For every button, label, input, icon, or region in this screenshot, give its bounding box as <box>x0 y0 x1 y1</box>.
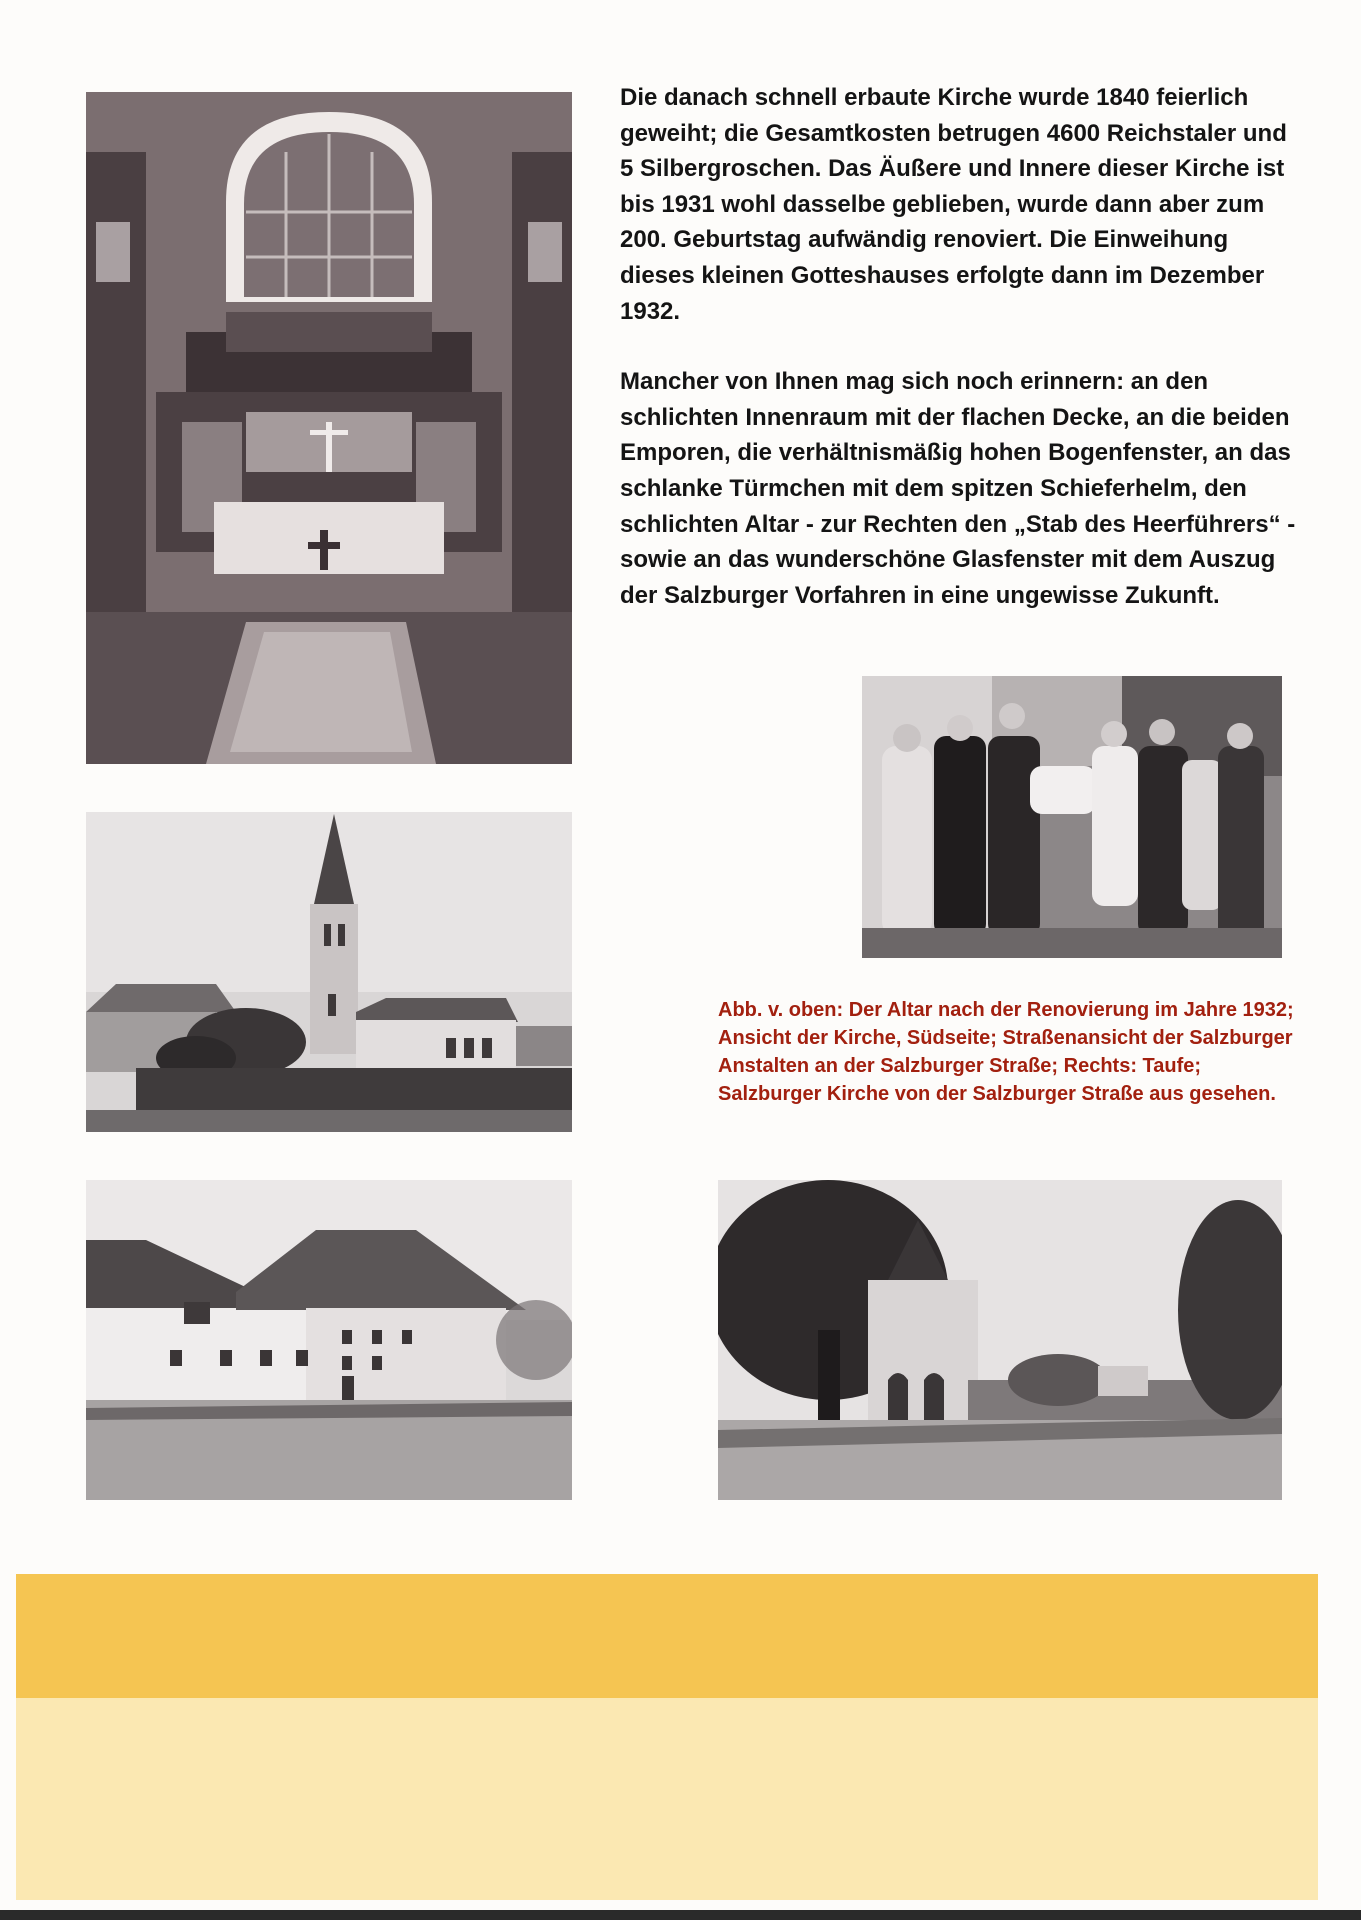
article-body <box>620 80 1300 613</box>
decorative-band-bottom <box>16 1698 1318 1900</box>
article-paragraph-1: Die danach schnell erbaute Kirche wurde 1840 feierlich geweiht; die Gesamtkosten betrugen 4600 Reichstaler und 5 Silbergroschen. Das Äußere und Innere dieser Kirche ist bis 1931 wohl dasselbe geblieben, wurde dann aber zum 200. Geburtstag aufwändig renoviert. Die Einweihung dieses kleinen Gotteshauses erfolgte dann im Dezember 1932. <box>620 84 1287 325</box>
article-paragraph-2: Mancher von Ihnen mag sich noch erinnern: an den schlichten Innenraum mit der flachen Decke, an die beiden Emporen, die verhältnismäßig hohen Bogenfenster, an das schlanke Türmchen mit dem spitzen Schieferhelm, den schlichten Altar - zur Rechten den „Stab des Heerführers“ - sowie an das wunderschöne Glasfenster mit dem Auszug der Salzburger Vorfahren in eine ungewisse Zukunft. <box>620 368 1296 609</box>
church-street-photo <box>718 1180 1282 1500</box>
altar-photo <box>86 92 572 764</box>
baptism-photo <box>862 676 1282 958</box>
page-bottom-edge <box>0 1910 1361 1920</box>
figure-caption: Abb. v. oben: Der Altar nach der Renovierung im Jahre 1932; Ansicht der Kirche, Südseite; Straßenansicht der Salzburger Anstalten an der Salzburger Straße; Rechts: Taufe; Salzburger Kirche von der Salzburger Straße aus gesehen. <box>718 999 1294 1105</box>
street-view-photo <box>86 1180 572 1500</box>
church-south-photo <box>86 812 572 1132</box>
decorative-band-top <box>16 1574 1318 1698</box>
